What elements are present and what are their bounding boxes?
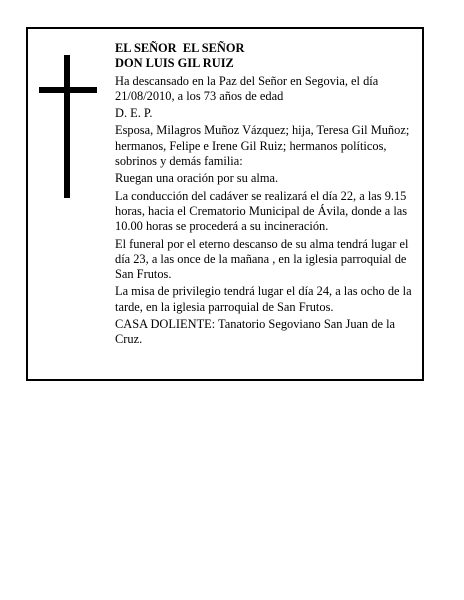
cross-horizontal-bar bbox=[39, 87, 97, 93]
cross-vertical-bar bbox=[64, 55, 70, 198]
rip-line: D. E. P. bbox=[115, 106, 153, 121]
heading-title: EL SEÑOR EL SEÑOR bbox=[115, 41, 245, 55]
funeral-service: El funeral por el eterno descanso de su alma tendrá lugar el día 23, a las once de la mañana , en la iglesia parroquial de San Frutos. bbox=[115, 236, 409, 282]
notice-text bbox=[115, 41, 420, 348]
obituary-notice bbox=[26, 27, 424, 381]
deceased-name: DON LUIS GIL RUIZ bbox=[115, 56, 234, 71]
prayer-request: Ruegan una oración por su alma. bbox=[115, 171, 279, 186]
family-list: Esposa, Milagros Muñoz Vázquez; hija, Teresa Gil Muñoz; hermanos, Felipe e Irene Gil Ruiz; hermanos políticos, sobrinos y demás familia: bbox=[115, 123, 410, 169]
memorial-mass: La misa de privilegio tendrá lugar el día 24, a las ocho de la tarde, en la iglesia parroquial de San Frutos. bbox=[115, 284, 412, 314]
funeral-procession: La conducción del cadáver se realizará el día 22, a las 9.15 horas, hacia el Crematorio Municipal de Ávila, donde a las 10.00 horas se procederá a su incineración. bbox=[115, 188, 408, 234]
mourning-house: CASA DOLIENTE: Tanatorio Segoviano San Juan de la Cruz. bbox=[115, 317, 396, 347]
death-announcement: Ha descansado en la Paz del Señor en Segovia, el día 21/08/2010, a los 73 años de edad bbox=[115, 73, 379, 103]
cross-icon bbox=[39, 55, 97, 198]
